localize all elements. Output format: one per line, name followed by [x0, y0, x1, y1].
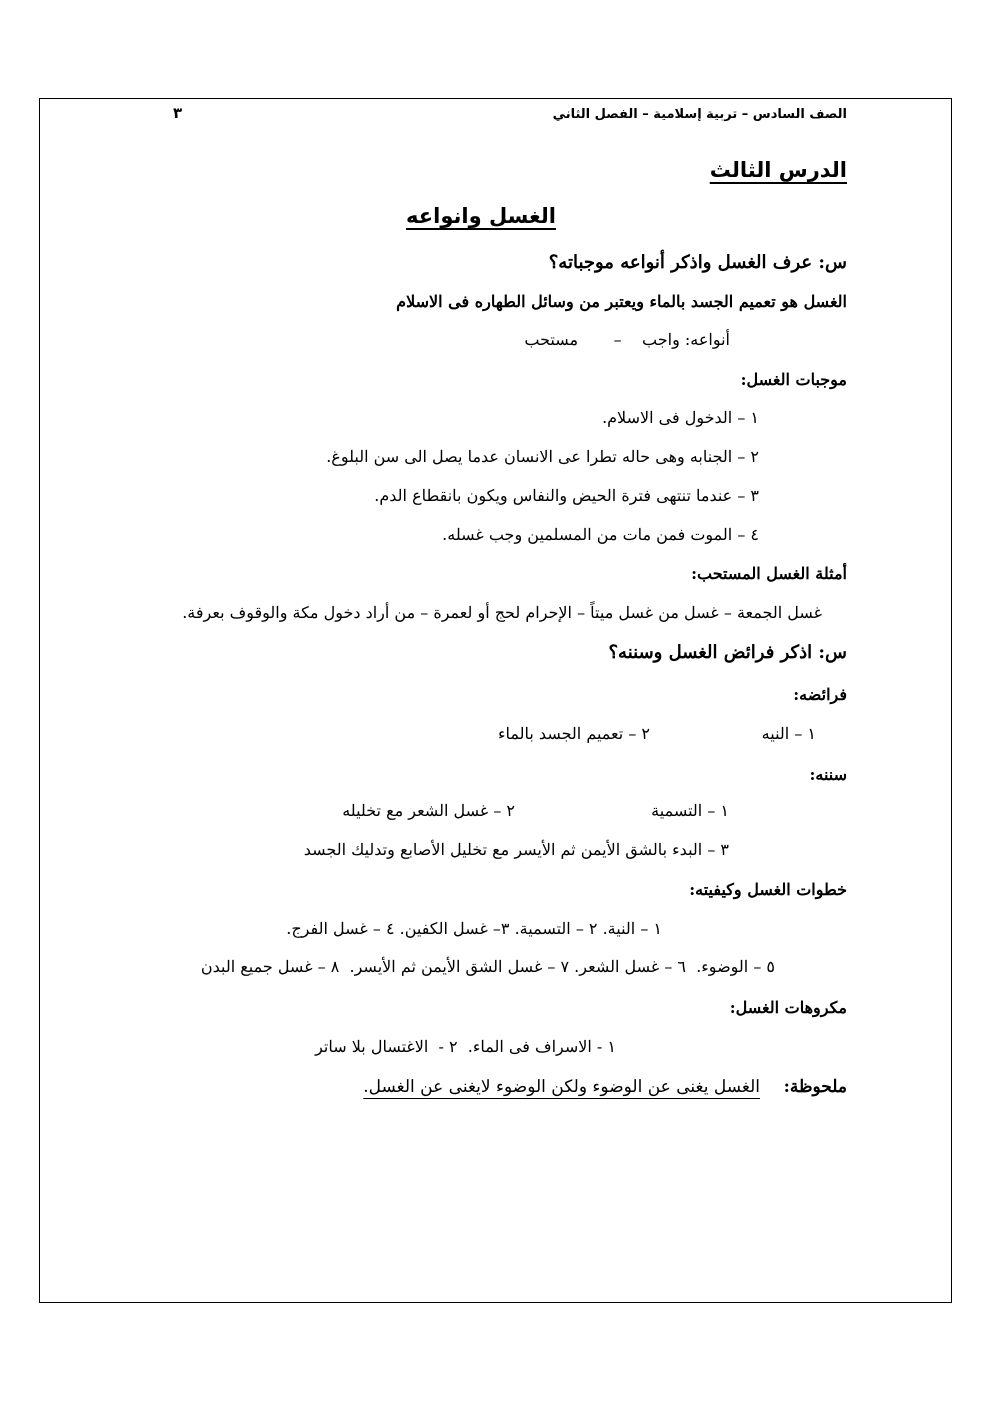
steps-heading: خطوات الغسل وكيفيته: [689, 880, 847, 899]
steps-line: ٥ – الوضوء. ٦ – غسل الشعر. ٧ – غسل الشق الأيمن ثم الأيسر. ٨ – غسل جميع البدن [200, 957, 775, 976]
question-1: س: عرف الغسل واذكر أنواعه موجباته؟ [548, 252, 847, 273]
obligatory-heading: فرائضه: [793, 685, 847, 704]
obligatory-item: ١ – النيه [761, 724, 816, 743]
recommended-heading: أمثلة الغسل المستحب: [691, 564, 847, 583]
obligation-item: ٢ – الجنابه وهى حاله تطرا عى الانسان عدما يصل الى سن البلوغ. [326, 447, 759, 466]
question-2: س: اذكر فرائض الغسل وسننه؟ [608, 642, 847, 663]
lesson-title: الغسل وانواعه [406, 204, 556, 228]
definition: الغسل هو تعميم الجسد بالماء ويعتبر من وسائل الطهاره فى الاسلام [396, 292, 847, 311]
obligatory-item: ٢ – تعميم الجسد بالماء [497, 724, 650, 743]
page-number: ٣ [173, 104, 183, 122]
types: أنواعه: واجب – مستحب [524, 330, 730, 349]
sunnah-item: ١ – التسمية [651, 801, 729, 820]
disliked-text: ١ - الاسراف فى الماء. ٢ - الاغتسال بلا ساتر [315, 1037, 616, 1056]
obligation-item: ٤ – الموت فمن مات من المسلمين وجب غسله. [442, 525, 759, 544]
sunnah-item: ٢ – غسل الشعر مع تخليله [342, 801, 515, 820]
obligations-heading: موجبات الغسل: [740, 370, 847, 389]
steps-line: ١ – النية. ٢ – التسمية. ٣– غسل الكفين. ٤ – غسل الفرج. [286, 919, 662, 938]
sunnah-item: ٣ – البدء بالشق الأيمن ثم الأيسر مع تخليل الأصابع وتدليك الجسد [303, 840, 729, 859]
note-label: ملحوظة: [783, 1077, 847, 1097]
recommended-text: غسل الجمعة – غسل من غسل ميتاً – الإحرام لحج أو لعمرة – من أراد دخول مكة والوقوف بعرفة. [182, 603, 822, 622]
lesson-number: الدرس الثالث [709, 158, 847, 182]
obligation-item: ٣ – عندما تنتهى فترة الحيض والنفاس ويكون بانقطاع الدم. [374, 486, 759, 505]
obligation-item: ١ – الدخول فى الاسلام. [602, 408, 759, 427]
disliked-heading: مكروهات الغسل: [729, 998, 847, 1017]
note-text: الغسل يغنى عن الوضوء ولكن الوضوء لايغنى عن الغسل. [363, 1077, 760, 1097]
header-title: الصف السادس – تربية إسلامية – الفصل الثاني [552, 107, 847, 122]
sunnah-heading: سننه: [809, 765, 847, 784]
